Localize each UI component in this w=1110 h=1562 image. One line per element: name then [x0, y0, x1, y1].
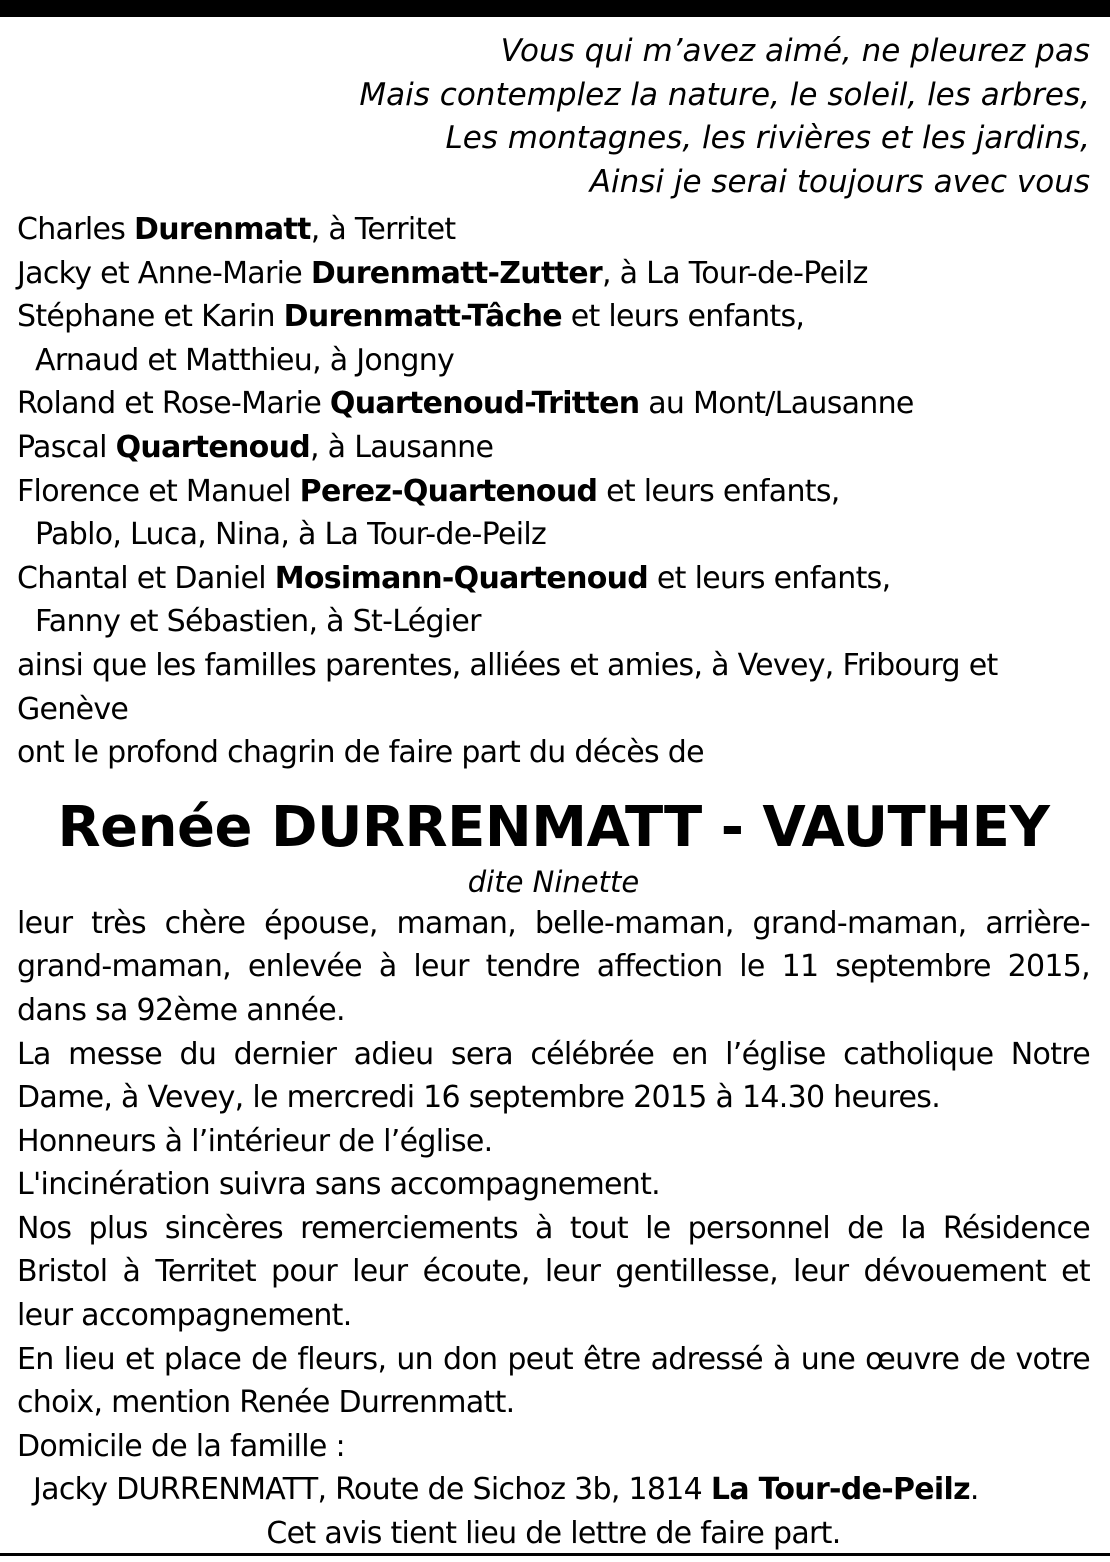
- family-line-text: ainsi que les familles parentes, alliées et amies, à Vevey, Fribourg et Genève: [17, 647, 998, 727]
- domicile-label: Domicile de la famille :: [17, 1428, 345, 1464]
- family-surname: Perez-Quartenoud: [299, 473, 598, 509]
- family-surname: Quartenoud-Tritten: [329, 386, 640, 422]
- family-line: [17, 644, 1090, 731]
- family-line-text: Roland et Rose-Marie: [17, 386, 330, 422]
- family-surname: Durenmatt: [134, 212, 311, 247]
- family-line-text: , à Territet: [310, 212, 456, 247]
- poem-line: Vous qui m’avez aimé, ne pleurez pas: [500, 33, 1090, 69]
- notice-body: [17, 902, 1090, 1556]
- paragraph-donation: En lieu et place de fleurs, un don peut être adressé à une œuvre de votre choix, mention Renée Durrenmatt.: [17, 1341, 1090, 1421]
- family-line: [17, 339, 1090, 383]
- bottom-rule: [0, 1553, 1110, 1556]
- family-line: [17, 252, 1090, 296]
- poem-line: Les montagnes, les rivières et les jardins,: [445, 120, 1090, 156]
- family-line: [17, 208, 1090, 252]
- family-line-text: Chantal et Daniel: [17, 560, 275, 596]
- closing-line: Cet avis tient lieu de lettre de faire part.: [266, 1516, 841, 1552]
- family-address: [17, 1468, 1090, 1512]
- family-surname: Mosimann-Quartenoud: [274, 560, 649, 596]
- family-surname: Durenmatt-Tâche: [283, 299, 562, 335]
- family-line: [17, 557, 1090, 601]
- family-line-text: Fanny et Sébastien, à St-Légier: [35, 604, 481, 640]
- death-notice: [17, 30, 1090, 1556]
- paragraph-cremation: L'incinération suivra sans accompagnement.: [17, 1167, 660, 1203]
- family-line: [17, 426, 1090, 470]
- deceased-name: Renée DURRENMATT - VAUTHEY: [57, 794, 1050, 860]
- family-line-text: et leurs enfants,: [561, 299, 805, 335]
- top-rule: [0, 0, 1110, 17]
- family-line: [17, 295, 1090, 339]
- family-line-text: et leurs enfants,: [648, 560, 891, 596]
- family-line-text: ont le profond chagrin de faire part du décès de: [17, 735, 704, 771]
- poem-line: Ainsi je serai toujours avec vous: [589, 163, 1090, 200]
- family-line-text: au Mont/Lausanne: [639, 386, 914, 422]
- address-text: Jacky DURRENMATT, Route de Sichoz 3b, 1814: [33, 1472, 711, 1508]
- family-line-text: Stéphane et Karin: [17, 299, 284, 335]
- poem: [17, 30, 1090, 204]
- address-text: .: [969, 1472, 979, 1508]
- family-line-text: Jacky et Anne-Marie: [17, 255, 311, 291]
- family-line-text: et leurs enfants,: [597, 473, 840, 509]
- address-town: La Tour-de-Peilz: [710, 1472, 970, 1508]
- paragraph-relationship: leur très chère épouse, maman, belle-maman, grand-maman, arrière-grand-maman, enlevée à leur tendre affection le 11 septembre 2015, dans sa 92ème année.: [17, 905, 1090, 1028]
- family-list: [17, 208, 1090, 775]
- family-line: [17, 382, 1090, 426]
- family-line-text: Pascal: [17, 429, 116, 465]
- family-line: [17, 470, 1090, 514]
- family-line-text: Charles: [17, 212, 135, 247]
- family-surname: Quartenoud: [115, 429, 310, 465]
- poem-line: Mais contemplez la nature, le soleil, les arbres,: [359, 76, 1090, 113]
- deceased-alias: dite Ninette: [467, 864, 640, 899]
- family-surname: Durenmatt-Zutter: [310, 255, 602, 291]
- family-line-text: Arnaud et Matthieu, à Jongny: [35, 342, 455, 378]
- family-line-text: , à Lausanne: [310, 429, 494, 465]
- family-line: [17, 731, 1090, 775]
- paragraph-honors: Honneurs à l’intérieur de l’église.: [17, 1123, 493, 1159]
- paragraph-mass: La messe du dernier adieu sera célébrée en l’église catholique Notre Dame, à Vevey, le mercredi 16 septembre 2015 à 14.30 heures.: [17, 1036, 1090, 1116]
- paragraph-thanks: Nos plus sincères remerciements à tout le personnel de la Résidence Bristol à Territet pour leur écoute, leur gentillesse, leur dévouement et leur accompagnement.: [17, 1210, 1090, 1334]
- family-line-text: , à La Tour-de-Peilz: [601, 255, 868, 291]
- family-line: [17, 513, 1090, 557]
- family-line: [17, 600, 1090, 644]
- family-line-text: Florence et Manuel: [17, 473, 300, 509]
- family-line-text: Pablo, Luca, Nina, à La Tour-de-Peilz: [35, 517, 547, 553]
